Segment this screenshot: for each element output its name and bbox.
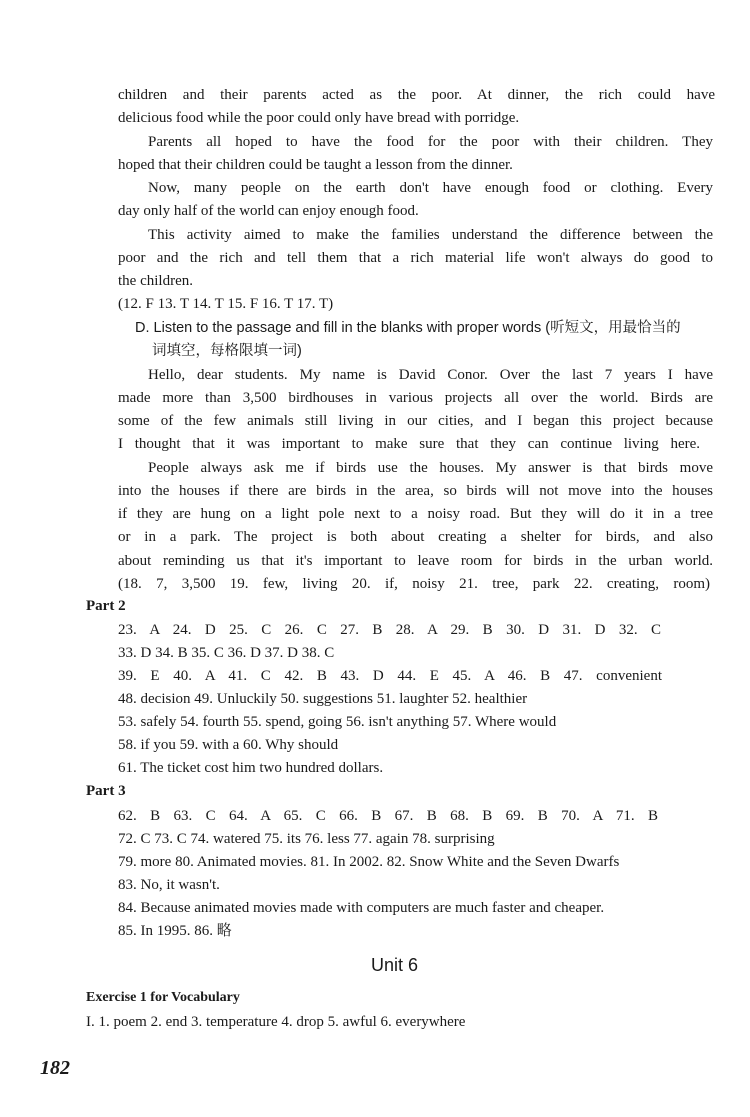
passage-d-line: People always ask me if birds use the houses. My answer is that birds move <box>148 460 713 476</box>
passage-c-line: poor and the rich and tell them that a rich material life won't always do good to <box>118 250 713 266</box>
exercise-heading: Exercise 1 for Vocabulary <box>86 990 240 1005</box>
passage-d-line: if they are hung on a light pole next to a noisy road. But they will do it in a tree <box>118 506 713 522</box>
passage-d-line: or in a park. The project is both about creating a shelter for birds, and also <box>118 529 713 545</box>
passage-c-line: Now, many people on the earth don't have enough food or clothing. Every <box>148 180 713 196</box>
part2-answer-line: 39. E 40. A 41. C 42. B 43. D 44. E 45. A 46. B 47. convenient <box>118 668 662 684</box>
part3-answer-line: 72. C 73. C 74. watered 75. its 76. less 77. again 78. surprising <box>118 831 495 847</box>
passage-d-line: made more than 3,500 birdhouses in various projects all over the world. Birds are <box>118 390 713 406</box>
vocabulary-answers: I. 1. poem 2. end 3. temperature 4. drop 5. awful 6. everywhere <box>86 1014 466 1030</box>
passage-c-line: children and their parents acted as the poor. At dinner, the rich could have <box>118 87 715 103</box>
part3-answer-line: 79. more 80. Animated movies. 81. In 2002. 82. Snow White and the Seven Dwarfs <box>118 854 620 870</box>
passage-d-line: I thought that it was important to make sure that they can continue living here. <box>118 436 700 452</box>
part2-answer-line: 53. safely 54. fourth 55. spend, going 56. isn't anything 57. Where would <box>118 714 557 730</box>
part2-answer-line: 33. D 34. B 35. C 36. D 37. D 38. C <box>118 645 335 661</box>
part3-answer-line: 62. B 63. C 64. A 65. C 66. B 67. B 68. B 69. B 70. A 71. B <box>118 808 658 824</box>
passage-d-line: into the houses if there are birds in the area, so birds will not move into the houses <box>118 483 713 499</box>
passage-d-line: some of the few animals still living in our cities, and I began this project because <box>118 413 713 429</box>
part3-heading: Part 3 <box>86 783 126 799</box>
section-d-instruction: 词填空，每格限填一词) <box>152 343 302 359</box>
answers-c: (12. F 13. T 14. T 15. F 16. T 17. T) <box>118 296 334 312</box>
answers-d: (18. 7, 3,500 19. few, living 20. if, noisy 21. tree, park 22. creating, room) <box>118 576 710 592</box>
part3-answer-line: 85. In 1995. 86. 略 <box>118 923 232 939</box>
part2-answer-line: 58. if you 59. with a 60. Why should <box>118 737 339 753</box>
passage-d-line: about reminding us that it's important to leave room for birds in the urban world. <box>118 553 713 569</box>
part3-answer-line: 84. Because animated movies made with computers are much faster and cheaper. <box>118 900 605 916</box>
page-number: 182 <box>40 1057 70 1079</box>
unit-title: Unit 6 <box>371 955 419 975</box>
passage-c-line: hoped that their children could be taught a lesson from the dinner. <box>118 157 513 173</box>
passage-c-line: Parents all hoped to have the food for the poor with their children. They <box>148 134 713 150</box>
passage-c-line: the children. <box>118 273 193 289</box>
part2-answer-line: 48. decision 49. Unluckily 50. suggestions 51. laughter 52. healthier <box>118 691 528 707</box>
section-d-instruction: D. Listen to the passage and fill in the blanks with proper words (听短文，用最恰当的 <box>135 320 681 336</box>
part3-answer-line: 83. No, it wasn't. <box>118 877 220 893</box>
part2-heading: Part 2 <box>86 598 126 614</box>
passage-c-line: day only half of the world can enjoy enough food. <box>118 203 419 219</box>
passage-c-line: delicious food while the poor could only have bread with porridge. <box>118 110 520 126</box>
passage-c-line: This activity aimed to make the families understand the difference between the <box>148 227 713 243</box>
part2-answer-line: 23. A 24. D 25. C 26. C 27. B 28. A 29. B 30. D 31. D 32. C <box>118 622 661 638</box>
passage-d-line: Hello, dear students. My name is David Conor. Over the last 7 years I have <box>148 367 713 383</box>
part2-answer-line: 61. The ticket cost him two hundred dollars. <box>118 760 384 776</box>
